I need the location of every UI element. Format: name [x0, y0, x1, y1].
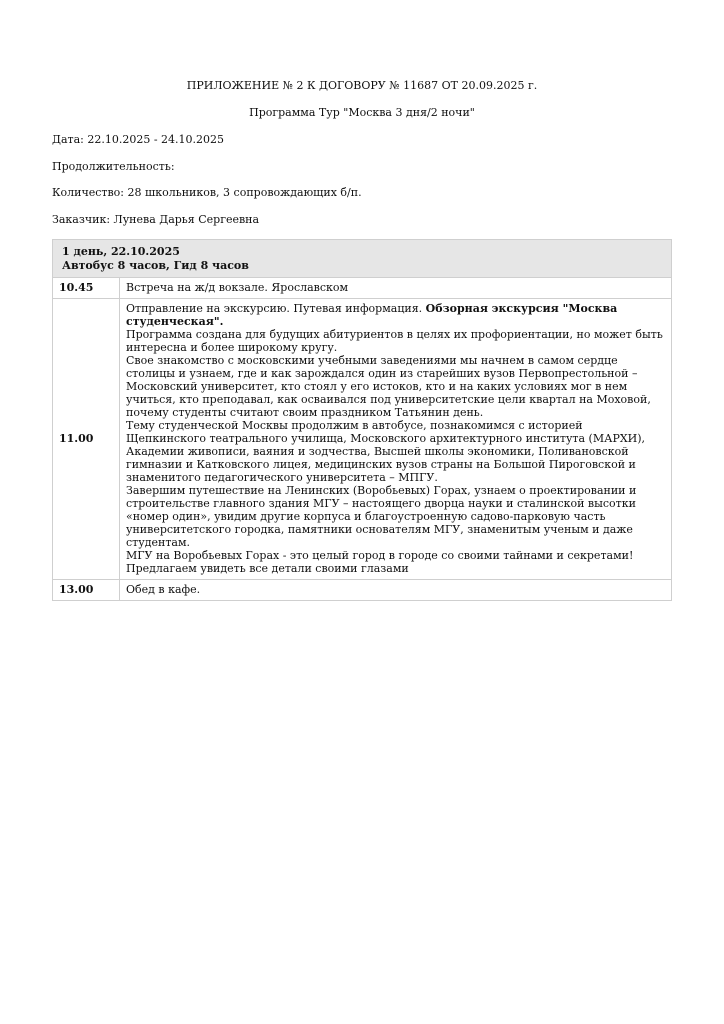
day-header-cell	[53, 240, 672, 278]
time-cell: 11.00	[53, 299, 120, 580]
day-subtitle: Автобус 8 часов, Гид 8 часов	[62, 258, 249, 272]
description-cell: Встреча на ж/д вокзале. Ярославском	[120, 278, 672, 299]
description-cell: Обед в кафе.	[120, 580, 672, 601]
excursion-paragraph: Программа создана для будущих абитуриентов в целях их профориентации, но может быть интересна и более широкому кругу.	[126, 328, 663, 354]
day-header-row	[53, 240, 672, 278]
time-cell: 10.45	[53, 278, 120, 299]
table-row	[53, 580, 672, 601]
appendix-title: ПРИЛОЖЕНИЕ № 2 К ДОГОВОРУ № 11687 ОТ 20.09.2025 г.	[186, 79, 538, 92]
description-cell	[120, 299, 672, 580]
table-row	[53, 299, 672, 580]
excursion-paragraph: Тему студенческой Москвы продолжим в автобусе, познакомимся с историей Щепкинского театрального училища, Московского архитектурного института (МАРХИ), Академии живописи, ваяния и зодчества, Высшей школы экономики, Поливановской гимназии и Катковского лицея, медицинских вузов страны на Большой Пироговской и знаменитого педагогического университета – МПГУ.	[126, 419, 646, 484]
day-program-table	[52, 239, 672, 601]
date-line: Дата: 22.10.2025 - 24.10.2025	[52, 133, 225, 146]
customer-line: Заказчик: Лунева Дарья Сергеевна	[52, 213, 260, 226]
excursion-intro	[126, 302, 663, 328]
duration-line: Продолжительность:	[52, 160, 175, 173]
excursion-paragraph: Свое знакомство с московскими учебными заведениями мы начнем в самом сердце столицы и узнаем, где и как зарождался один из старейших вузов Первопрестольной – Московский университет, кто стоял у его истоков, кто и на каких условиях мог в нем учиться, кто преподавал, как осваивался под университетские цели квартал на Моховой, почему студенты считают своим праздником Татьянин день.	[126, 354, 651, 419]
quantity-line: Количество: 28 школьников, 3 сопровождающих б/п.	[52, 186, 362, 199]
day-title: 1 день, 22.10.2025	[62, 245, 180, 258]
excursion-paragraph: Завершим путешествие на Ленинских (Воробьевых) Горах, узнаем о проектировании и строительстве главного здания МГУ – настоящего дворца науки и сталинской высотки «номер один», увидим другие корпуса и благоустроенную садово-парковую часть университетского городка, памятники основателям МГУ, знаменитым ученым и даже студентам.	[126, 484, 637, 549]
intro-text: Отправление на экскурсию. Путевая информация.	[126, 302, 426, 315]
program-title: Программа Тур "Москва 3 дня/2 ночи"	[249, 106, 475, 119]
excursion-title: Обзорная экскурсия "Москва студенческая".	[126, 302, 618, 328]
excursion-paragraph: МГУ на Воробьевых Горах - это целый город в городе со своими тайнами и секретами! Предлагаем увидеть все детали своими глазами	[126, 549, 634, 575]
time-cell: 13.00	[53, 580, 120, 601]
table-row	[53, 278, 672, 299]
